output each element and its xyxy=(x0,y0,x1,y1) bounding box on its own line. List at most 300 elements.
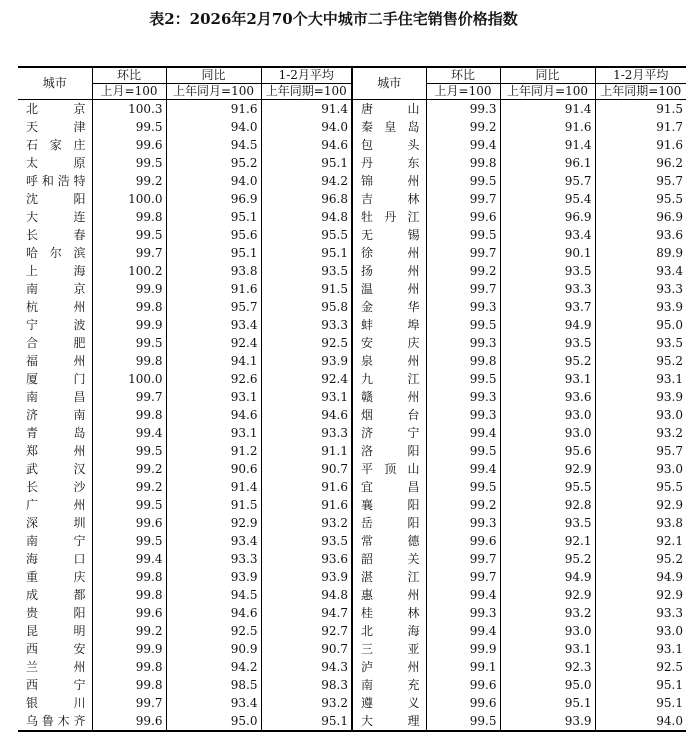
left-city-cell: 济南 xyxy=(26,408,86,422)
right-avg-cell: 95.5 xyxy=(595,190,686,208)
table-row xyxy=(18,604,686,622)
left-mom-cell: 100.2 xyxy=(92,262,166,280)
left-mom-cell: 99.9 xyxy=(92,640,166,658)
left-mom-cell: 99.4 xyxy=(92,424,166,442)
right-yoy-cell: 96.1 xyxy=(500,154,595,172)
left-mom-cell: 99.2 xyxy=(92,172,166,190)
right-city-cell: 湛江 xyxy=(352,568,426,586)
right-mom-cell: 99.5 xyxy=(426,172,500,190)
right-yoy-cell: 93.7 xyxy=(500,298,595,316)
header-yoy-base-left: 上年同月=100 xyxy=(166,84,261,100)
left-avg-cell: 90.7 xyxy=(261,640,352,658)
right-city-cell: 吉林 xyxy=(352,190,426,208)
right-mom-cell: 99.4 xyxy=(426,424,500,442)
left-avg-cell: 95.1 xyxy=(261,154,352,172)
right-city-cell: 襄阳 xyxy=(352,496,426,514)
right-city-cell: 扬州 xyxy=(352,262,426,280)
table-body xyxy=(18,100,686,732)
right-mom-cell: 99.3 xyxy=(426,100,500,119)
left-city-cell: 宁波 xyxy=(26,318,86,332)
left-mom-cell: 99.8 xyxy=(92,586,166,604)
left-avg-cell: 93.5 xyxy=(261,262,352,280)
table-row xyxy=(18,334,686,352)
right-avg-cell: 95.1 xyxy=(595,694,686,712)
left-avg-cell: 95.5 xyxy=(261,226,352,244)
left-avg-cell: 93.5 xyxy=(261,532,352,550)
right-city-cell: 唐山 xyxy=(352,100,426,119)
table-row xyxy=(18,244,686,262)
right-yoy-cell: 93.0 xyxy=(500,424,595,442)
right-avg-cell: 95.2 xyxy=(595,352,686,370)
right-city-cell: 南充 xyxy=(352,676,426,694)
left-avg-cell: 93.9 xyxy=(261,568,352,586)
left-avg-cell: 94.6 xyxy=(261,136,352,154)
left-city-cell: 广州 xyxy=(26,498,86,512)
header-avg-base-right: 上年同期=100 xyxy=(595,84,686,100)
right-yoy-cell: 92.3 xyxy=(500,658,595,676)
left-yoy-cell: 94.0 xyxy=(166,118,261,136)
right-city-cell: 丹东 xyxy=(352,154,426,172)
left-avg-cell: 93.2 xyxy=(261,694,352,712)
right-city-cell: 锦州 xyxy=(352,172,426,190)
left-city-cell: 合肥 xyxy=(26,336,86,350)
left-mom-cell: 99.2 xyxy=(92,478,166,496)
left-mom-cell: 99.5 xyxy=(92,334,166,352)
left-yoy-cell: 94.6 xyxy=(166,406,261,424)
right-mom-cell: 99.2 xyxy=(426,118,500,136)
header-row-1 xyxy=(18,67,686,84)
right-city-cell: 惠州 xyxy=(352,586,426,604)
header-mom-right: 环比 xyxy=(426,67,500,84)
table-row xyxy=(18,640,686,658)
left-yoy-cell: 91.5 xyxy=(166,496,261,514)
right-city-cell: 烟台 xyxy=(352,406,426,424)
table-row xyxy=(18,298,686,316)
left-city-cell: 银川 xyxy=(26,696,86,710)
right-yoy-cell: 90.1 xyxy=(500,244,595,262)
table-row xyxy=(18,676,686,694)
left-yoy-cell: 91.2 xyxy=(166,442,261,460)
right-yoy-cell: 91.4 xyxy=(500,100,595,119)
left-avg-cell: 93.3 xyxy=(261,424,352,442)
left-avg-cell: 94.3 xyxy=(261,658,352,676)
right-mom-cell: 99.6 xyxy=(426,694,500,712)
table-row xyxy=(18,352,686,370)
right-avg-cell: 93.9 xyxy=(595,388,686,406)
left-avg-cell: 91.6 xyxy=(261,496,352,514)
right-city-cell: 九江 xyxy=(352,370,426,388)
left-city-cell: 兰州 xyxy=(26,660,86,674)
left-yoy-cell: 98.5 xyxy=(166,676,261,694)
left-city-cell: 石家庄 xyxy=(26,138,86,152)
right-avg-cell: 93.6 xyxy=(595,226,686,244)
right-city-cell: 包头 xyxy=(352,136,426,154)
right-avg-cell: 95.0 xyxy=(595,316,686,334)
right-mom-cell: 99.6 xyxy=(426,532,500,550)
left-city-cell: 杭州 xyxy=(26,300,86,314)
left-mom-cell: 99.9 xyxy=(92,280,166,298)
header-yoy-right: 同比 xyxy=(500,67,595,84)
left-mom-cell: 99.7 xyxy=(92,694,166,712)
left-city-cell: 沈阳 xyxy=(26,192,86,206)
right-city-cell: 平顶山 xyxy=(352,460,426,478)
header-city-right: 城市 xyxy=(352,67,426,100)
right-yoy-cell: 92.8 xyxy=(500,496,595,514)
right-city-cell: 蚌埠 xyxy=(352,316,426,334)
right-yoy-cell: 91.4 xyxy=(500,136,595,154)
left-city-cell: 上海 xyxy=(26,264,86,278)
table-row xyxy=(18,442,686,460)
right-yoy-cell: 95.4 xyxy=(500,190,595,208)
right-mom-cell: 99.8 xyxy=(426,352,500,370)
left-mom-cell: 99.6 xyxy=(92,604,166,622)
left-city-cell: 太原 xyxy=(26,156,86,170)
left-avg-cell: 92.7 xyxy=(261,622,352,640)
left-mom-cell: 99.8 xyxy=(92,208,166,226)
right-yoy-cell: 95.7 xyxy=(500,172,595,190)
right-avg-cell: 94.9 xyxy=(595,568,686,586)
left-mom-cell: 100.0 xyxy=(92,370,166,388)
header-avg-right: 1-2月平均 xyxy=(595,67,686,84)
left-mom-cell: 99.5 xyxy=(92,154,166,172)
left-mom-cell: 99.8 xyxy=(92,406,166,424)
left-yoy-cell: 92.6 xyxy=(166,370,261,388)
right-mom-cell: 99.3 xyxy=(426,334,500,352)
right-avg-cell: 93.8 xyxy=(595,514,686,532)
right-avg-cell: 94.0 xyxy=(595,712,686,731)
left-yoy-cell: 94.0 xyxy=(166,172,261,190)
right-city-cell: 牡丹江 xyxy=(352,208,426,226)
right-avg-cell: 93.4 xyxy=(595,262,686,280)
left-avg-cell: 90.7 xyxy=(261,460,352,478)
left-mom-cell: 99.5 xyxy=(92,532,166,550)
left-city-cell: 北京 xyxy=(26,102,86,116)
left-mom-cell: 99.5 xyxy=(92,442,166,460)
left-avg-cell: 95.1 xyxy=(261,244,352,262)
left-yoy-cell: 91.4 xyxy=(166,478,261,496)
right-mom-cell: 99.5 xyxy=(426,370,500,388)
left-yoy-cell: 94.2 xyxy=(166,658,261,676)
right-city-cell: 岳阳 xyxy=(352,514,426,532)
right-mom-cell: 99.1 xyxy=(426,658,500,676)
left-avg-cell: 94.6 xyxy=(261,406,352,424)
right-mom-cell: 99.6 xyxy=(426,208,500,226)
left-city-cell: 南宁 xyxy=(26,534,86,548)
table-row xyxy=(18,208,686,226)
right-yoy-cell: 93.5 xyxy=(500,262,595,280)
left-yoy-cell: 96.9 xyxy=(166,190,261,208)
table-title: 表2：2026年2月70个大中城市二手住宅销售价格指数 xyxy=(149,10,518,28)
header-yoy-left: 同比 xyxy=(166,67,261,84)
right-city-cell: 韶关 xyxy=(352,550,426,568)
right-mom-cell: 99.8 xyxy=(426,154,500,172)
left-avg-cell: 94.8 xyxy=(261,586,352,604)
right-mom-cell: 99.7 xyxy=(426,244,500,262)
left-mom-cell: 99.8 xyxy=(92,658,166,676)
left-avg-cell: 94.7 xyxy=(261,604,352,622)
left-avg-cell: 91.6 xyxy=(261,478,352,496)
right-avg-cell: 93.3 xyxy=(595,604,686,622)
right-avg-cell: 91.7 xyxy=(595,118,686,136)
left-mom-cell: 99.8 xyxy=(92,676,166,694)
left-yoy-cell: 95.1 xyxy=(166,244,261,262)
right-city-cell: 泉州 xyxy=(352,352,426,370)
left-mom-cell: 99.8 xyxy=(92,568,166,586)
left-city-cell: 成都 xyxy=(26,588,86,602)
left-city-cell: 青岛 xyxy=(26,426,86,440)
left-avg-cell: 93.3 xyxy=(261,316,352,334)
right-mom-cell: 99.3 xyxy=(426,298,500,316)
right-city-cell: 赣州 xyxy=(352,388,426,406)
right-avg-cell: 93.9 xyxy=(595,298,686,316)
left-mom-cell: 99.8 xyxy=(92,352,166,370)
right-mom-cell: 99.7 xyxy=(426,190,500,208)
right-city-cell: 大理 xyxy=(352,712,426,731)
left-yoy-cell: 90.9 xyxy=(166,640,261,658)
left-avg-cell: 92.5 xyxy=(261,334,352,352)
right-yoy-cell: 93.3 xyxy=(500,280,595,298)
right-avg-cell: 91.6 xyxy=(595,136,686,154)
right-avg-cell: 95.7 xyxy=(595,172,686,190)
right-mom-cell: 99.7 xyxy=(426,568,500,586)
right-city-cell: 徐州 xyxy=(352,244,426,262)
left-yoy-cell: 91.6 xyxy=(166,280,261,298)
left-mom-cell: 100.3 xyxy=(92,100,166,119)
table-row xyxy=(18,532,686,550)
right-mom-cell: 99.4 xyxy=(426,622,500,640)
table-row xyxy=(18,424,686,442)
left-yoy-cell: 93.3 xyxy=(166,550,261,568)
left-avg-cell: 91.4 xyxy=(261,100,352,119)
right-yoy-cell: 92.9 xyxy=(500,460,595,478)
left-city-cell: 哈尔滨 xyxy=(26,246,86,260)
header-mom-base-left: 上月=100 xyxy=(92,84,166,100)
right-city-cell: 宜昌 xyxy=(352,478,426,496)
right-mom-cell: 99.4 xyxy=(426,460,500,478)
left-avg-cell: 98.3 xyxy=(261,676,352,694)
right-yoy-cell: 91.6 xyxy=(500,118,595,136)
table-row xyxy=(18,658,686,676)
right-yoy-cell: 95.1 xyxy=(500,694,595,712)
left-mom-cell: 99.6 xyxy=(92,712,166,731)
left-avg-cell: 91.1 xyxy=(261,442,352,460)
left-city-cell: 南京 xyxy=(26,282,86,296)
right-avg-cell: 96.2 xyxy=(595,154,686,172)
left-mom-cell: 99.2 xyxy=(92,622,166,640)
left-avg-cell: 93.2 xyxy=(261,514,352,532)
right-yoy-cell: 94.9 xyxy=(500,316,595,334)
table-row xyxy=(18,370,686,388)
right-avg-cell: 92.9 xyxy=(595,586,686,604)
right-mom-cell: 99.3 xyxy=(426,604,500,622)
right-city-cell: 桂林 xyxy=(352,604,426,622)
right-mom-cell: 99.5 xyxy=(426,712,500,731)
left-yoy-cell: 93.4 xyxy=(166,694,261,712)
right-city-cell: 无锡 xyxy=(352,226,426,244)
right-yoy-cell: 93.0 xyxy=(500,622,595,640)
left-avg-cell: 95.1 xyxy=(261,712,352,731)
right-mom-cell: 99.5 xyxy=(426,316,500,334)
left-avg-cell: 92.4 xyxy=(261,370,352,388)
right-avg-cell: 93.0 xyxy=(595,622,686,640)
left-city-cell: 乌鲁木齐 xyxy=(18,712,92,731)
left-yoy-cell: 94.1 xyxy=(166,352,261,370)
table-row xyxy=(18,622,686,640)
left-city-cell: 重庆 xyxy=(26,570,86,584)
right-city-cell: 泸州 xyxy=(352,658,426,676)
left-mom-cell: 99.4 xyxy=(92,550,166,568)
left-yoy-cell: 92.5 xyxy=(166,622,261,640)
right-yoy-cell: 93.5 xyxy=(500,334,595,352)
left-city-cell: 南昌 xyxy=(26,390,86,404)
right-city-cell: 秦皇岛 xyxy=(352,118,426,136)
left-city-cell: 大连 xyxy=(26,210,86,224)
right-avg-cell: 96.9 xyxy=(595,208,686,226)
right-mom-cell: 99.3 xyxy=(426,388,500,406)
right-mom-cell: 99.4 xyxy=(426,136,500,154)
left-yoy-cell: 93.8 xyxy=(166,262,261,280)
left-avg-cell: 93.6 xyxy=(261,550,352,568)
right-avg-cell: 93.5 xyxy=(595,334,686,352)
left-yoy-cell: 91.6 xyxy=(166,100,261,119)
left-mom-cell: 99.7 xyxy=(92,388,166,406)
right-yoy-cell: 94.9 xyxy=(500,568,595,586)
right-yoy-cell: 93.6 xyxy=(500,388,595,406)
left-city-cell: 武汉 xyxy=(26,462,86,476)
right-yoy-cell: 95.0 xyxy=(500,676,595,694)
table-row xyxy=(18,478,686,496)
right-avg-cell: 95.5 xyxy=(595,478,686,496)
left-mom-cell: 99.8 xyxy=(92,298,166,316)
header-mom-base-right: 上月=100 xyxy=(426,84,500,100)
left-yoy-cell: 95.2 xyxy=(166,154,261,172)
left-city-cell: 长春 xyxy=(26,228,86,242)
left-yoy-cell: 95.7 xyxy=(166,298,261,316)
left-yoy-cell: 93.1 xyxy=(166,424,261,442)
table-row xyxy=(18,712,686,731)
right-yoy-cell: 93.1 xyxy=(500,640,595,658)
left-city-cell: 天津 xyxy=(26,120,86,134)
right-yoy-cell: 93.5 xyxy=(500,514,595,532)
right-city-cell: 金华 xyxy=(352,298,426,316)
right-yoy-cell: 95.6 xyxy=(500,442,595,460)
right-yoy-cell: 95.2 xyxy=(500,352,595,370)
left-avg-cell: 94.2 xyxy=(261,172,352,190)
table-row xyxy=(18,262,686,280)
left-city-cell: 昆明 xyxy=(26,624,86,638)
right-city-cell: 安庆 xyxy=(352,334,426,352)
left-avg-cell: 91.5 xyxy=(261,280,352,298)
table-row xyxy=(18,496,686,514)
left-city-cell: 长沙 xyxy=(26,480,86,494)
left-yoy-cell: 92.9 xyxy=(166,514,261,532)
table-row xyxy=(18,280,686,298)
table-row xyxy=(18,568,686,586)
left-avg-cell: 94.0 xyxy=(261,118,352,136)
left-mom-cell: 99.9 xyxy=(92,316,166,334)
left-mom-cell: 99.6 xyxy=(92,136,166,154)
left-city-cell: 深圳 xyxy=(26,516,86,530)
left-mom-cell: 99.6 xyxy=(92,514,166,532)
right-mom-cell: 99.5 xyxy=(426,478,500,496)
right-mom-cell: 99.9 xyxy=(426,640,500,658)
left-yoy-cell: 93.1 xyxy=(166,388,261,406)
table-row xyxy=(18,514,686,532)
left-mom-cell: 99.7 xyxy=(92,244,166,262)
left-yoy-cell: 95.0 xyxy=(166,712,261,731)
left-avg-cell: 96.8 xyxy=(261,190,352,208)
right-mom-cell: 99.7 xyxy=(426,550,500,568)
right-yoy-cell: 95.2 xyxy=(500,550,595,568)
left-yoy-cell: 93.9 xyxy=(166,568,261,586)
right-mom-cell: 99.7 xyxy=(426,280,500,298)
left-mom-cell: 100.0 xyxy=(92,190,166,208)
right-avg-cell: 93.0 xyxy=(595,406,686,424)
right-yoy-cell: 92.9 xyxy=(500,586,595,604)
right-avg-cell: 91.5 xyxy=(595,100,686,119)
left-yoy-cell: 90.6 xyxy=(166,460,261,478)
table-row xyxy=(18,406,686,424)
right-avg-cell: 93.1 xyxy=(595,640,686,658)
header-mom-left: 环比 xyxy=(92,67,166,84)
right-avg-cell: 92.1 xyxy=(595,532,686,550)
left-yoy-cell: 94.5 xyxy=(166,586,261,604)
right-avg-cell: 92.9 xyxy=(595,496,686,514)
left-yoy-cell: 93.4 xyxy=(166,532,261,550)
right-avg-cell: 95.1 xyxy=(595,676,686,694)
left-city-cell: 郑州 xyxy=(26,444,86,458)
table-row xyxy=(18,118,686,136)
right-avg-cell: 89.9 xyxy=(595,244,686,262)
table-row xyxy=(18,154,686,172)
right-avg-cell: 93.1 xyxy=(595,370,686,388)
left-avg-cell: 94.8 xyxy=(261,208,352,226)
right-yoy-cell: 93.0 xyxy=(500,406,595,424)
left-yoy-cell: 93.4 xyxy=(166,316,261,334)
right-yoy-cell: 93.9 xyxy=(500,712,595,731)
table-row xyxy=(18,190,686,208)
right-city-cell: 济宁 xyxy=(352,424,426,442)
right-yoy-cell: 93.2 xyxy=(500,604,595,622)
table-row xyxy=(18,586,686,604)
right-mom-cell: 99.6 xyxy=(426,676,500,694)
right-yoy-cell: 93.1 xyxy=(500,370,595,388)
header-yoy-base-right: 上年同月=100 xyxy=(500,84,595,100)
header-avg-left: 1-2月平均 xyxy=(261,67,352,84)
right-mom-cell: 99.3 xyxy=(426,514,500,532)
right-city-cell: 洛阳 xyxy=(352,442,426,460)
left-city-cell: 西宁 xyxy=(26,678,86,692)
right-yoy-cell: 96.9 xyxy=(500,208,595,226)
left-city-cell: 贵阳 xyxy=(26,606,86,620)
right-city-cell: 遵义 xyxy=(352,694,426,712)
table-row xyxy=(18,100,686,119)
left-mom-cell: 99.5 xyxy=(92,226,166,244)
header-avg-base-left: 上年同期=100 xyxy=(261,84,352,100)
right-city-cell: 北海 xyxy=(352,622,426,640)
left-city-cell: 厦门 xyxy=(26,372,86,386)
table-row xyxy=(18,550,686,568)
right-yoy-cell: 93.4 xyxy=(500,226,595,244)
right-mom-cell: 99.5 xyxy=(426,442,500,460)
table-row xyxy=(18,136,686,154)
header-city-left: 城市 xyxy=(18,67,92,100)
right-mom-cell: 99.4 xyxy=(426,586,500,604)
table-row xyxy=(18,388,686,406)
right-city-cell: 常德 xyxy=(352,532,426,550)
right-city-cell: 温州 xyxy=(352,280,426,298)
right-mom-cell: 99.2 xyxy=(426,262,500,280)
